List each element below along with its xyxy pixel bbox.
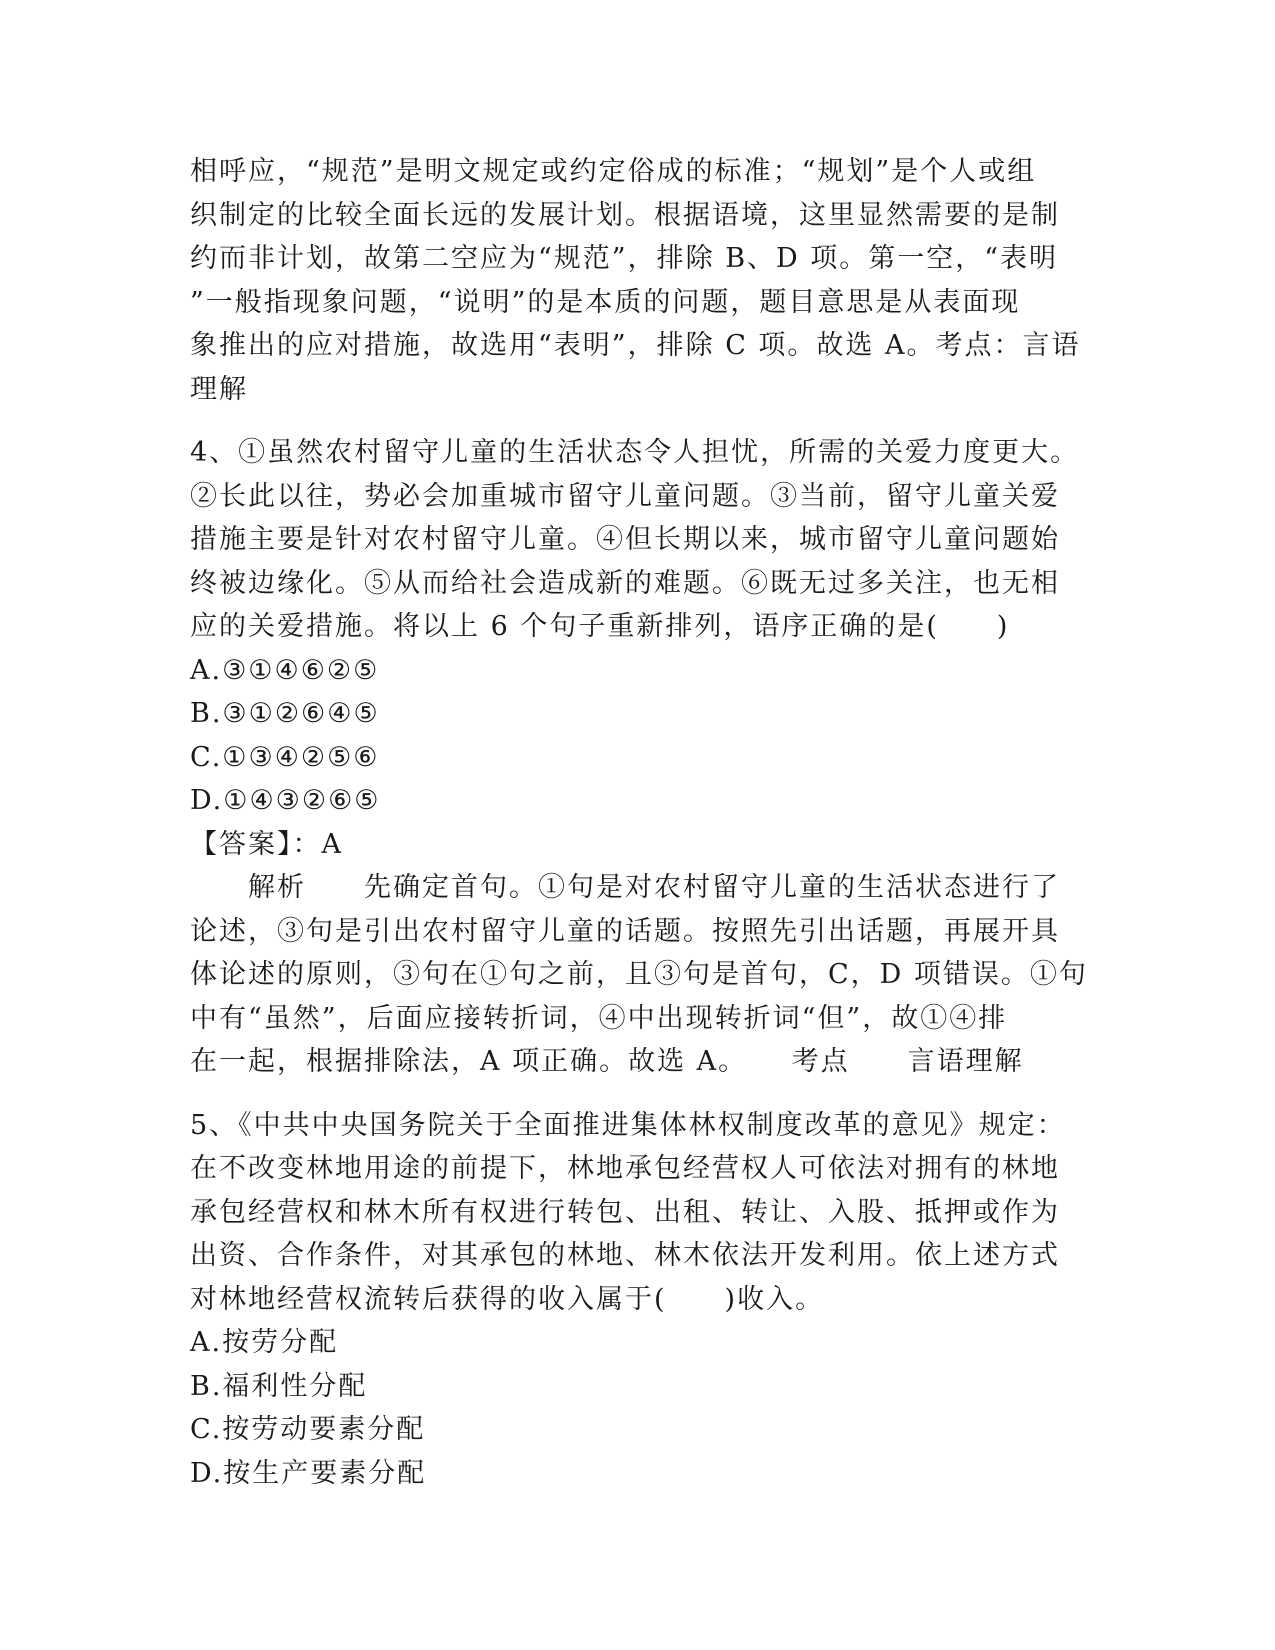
text-line: 4、①虽然农村留守儿童的生活状态令人担忧，所需的关爱力度更大。 — [190, 437, 1080, 468]
text-line: 在一起，根据排除法，A 项正确。故选 A。 考点 言语理解 — [190, 1046, 1024, 1077]
option-a: A.③①④⑥②⑤ — [190, 654, 380, 686]
text-line: 终被边缘化。⑤从而给社会造成新的难题。⑥既无过多关注，也无相 — [190, 567, 1060, 599]
text-line: 体论述的原则，③句在①句之前，且③句是首句，C，D 项错误。①句 — [190, 959, 1088, 990]
q3-explanation-tail — [190, 150, 1090, 411]
text-line: 解析 先确定首句。①句是对农村留守儿童的生活状态进行了 — [248, 872, 1060, 903]
text-line: 对林地经营权流转后获得的收入属于( )收入。 — [190, 1283, 825, 1315]
text-line: 措施主要是针对农村留守儿童。④但长期以来，城市留守儿童问题始 — [190, 524, 1060, 555]
text-line: 理解 — [190, 373, 248, 405]
text-line: 约而非计划，故第二空应为“规范”，排除 B、D 项。第一空，“表明 — [190, 243, 1059, 274]
text-line: 论述，③句是引出农村留守儿童的话题。按照先引出话题，再展开具 — [190, 915, 1060, 947]
text-line: ②长此以往，势必会加重城市留守儿童问题。③当前，留守儿童关爱 — [190, 480, 1060, 512]
option-d: D.①④③②⑥⑤ — [190, 785, 381, 816]
page-content — [190, 150, 1090, 1495]
option-c: C.按劳动要素分配 — [190, 1414, 426, 1445]
text-line: ”一般指现象问题，“说明”的是本质的问题，题目意思是从表面现 — [190, 286, 1021, 318]
question-5 — [190, 1104, 1090, 1496]
question-stem — [190, 431, 1090, 649]
text-line: 织制定的比较全面长远的发展计划。根据语境，这里显然需要的是制 — [190, 199, 1060, 231]
option-b: B.福利性分配 — [190, 1370, 368, 1402]
option-a: A.按劳分配 — [190, 1327, 339, 1358]
option-c: C.①③④②⑤⑥ — [190, 741, 380, 773]
text-line: 承包经营权和林木所有权进行转包、出租、转让、入股、抵押或作为 — [190, 1196, 1060, 1228]
question-4 — [190, 431, 1090, 1084]
text-line: 中有“虽然”，后面应接转折词，④中出现转折词“但”，故①④排 — [190, 1002, 1008, 1034]
option-b: B.③①②⑥④⑤ — [190, 698, 380, 729]
explanation — [190, 866, 1090, 1084]
text-line: 应的关爱措施。将以上 6 个句子重新排列，语序正确的是( ) — [190, 611, 1010, 642]
answer-label: 【答案】：A — [190, 828, 343, 860]
option-d: D.按生产要素分配 — [190, 1457, 427, 1489]
text-line: 在不改变林地用途的前提下，林地承包经营权人可依法对拥有的林地 — [190, 1153, 1060, 1184]
text-line: 5、《中共中央国务院关于全面推进集体林权制度改革的意见》规定： — [190, 1109, 1066, 1141]
text-line: 相呼应，“规范”是明文规定或约定俗成的标准；“规划”是个人或组 — [190, 156, 1037, 187]
spacer — [190, 411, 1090, 431]
text-line: 出资、合作条件，对其承包的林地、林木依法开发利用。依上述方式 — [190, 1240, 1060, 1271]
option-list — [190, 1321, 1090, 1495]
spacer — [190, 1084, 1090, 1104]
text-line: 象推出的应对措施，故选用“表明”，排除 C 项。故选 A。考点：言语 — [190, 330, 1081, 361]
question-stem — [190, 1104, 1090, 1322]
option-list — [190, 649, 1090, 823]
